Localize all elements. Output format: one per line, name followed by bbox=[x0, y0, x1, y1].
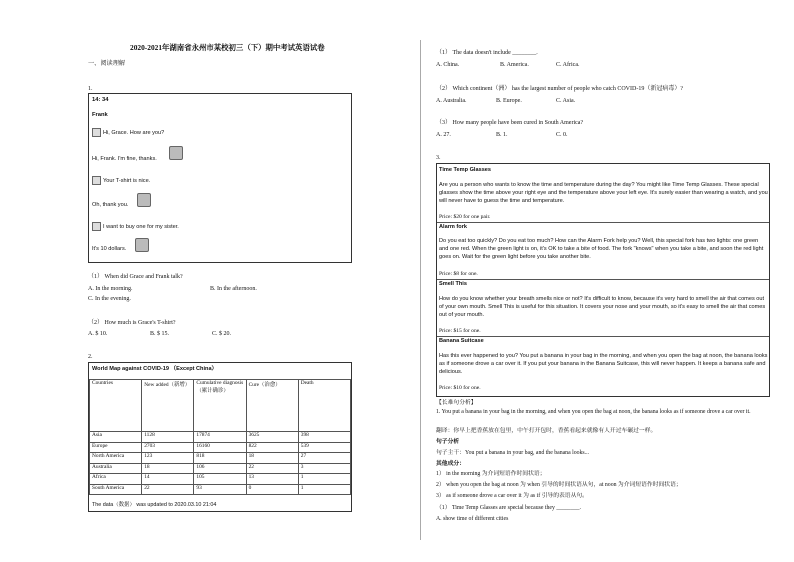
chat-line: Your T-shirt is nice. bbox=[103, 178, 151, 184]
table-row bbox=[90, 432, 351, 443]
table-header: Countries bbox=[90, 380, 142, 432]
question-number-3: 3. bbox=[436, 155, 441, 161]
table-cell: 818 bbox=[194, 453, 246, 464]
option-a: A. China. bbox=[436, 62, 460, 68]
product-price: Price: $8 for one. bbox=[439, 271, 478, 277]
product-description: Do you eat too quickly? Do you eat too much? How can the Alarm Fork help you? Well, this special fork has two lights: one green and one red. When the green light is on, it's OK to take a bite of food. The fork "knows" when you take a bite, and soon the red light goes on. Wait for the green light before you take another bite. bbox=[439, 238, 764, 260]
table-header: Cure（治愈） bbox=[246, 380, 298, 432]
option-c: C. Africa. bbox=[556, 62, 580, 68]
section-label: 一、阅读理解 bbox=[88, 60, 126, 67]
table-header: Death bbox=[298, 380, 350, 432]
table-cell: 106 bbox=[194, 463, 246, 474]
chat-line: I want to buy one for my sister. bbox=[103, 224, 179, 230]
analysis-line: 句子主干：You put a banana in your bag, and the banana looks... bbox=[436, 450, 590, 456]
avatar-icon bbox=[169, 146, 183, 160]
table-row bbox=[90, 453, 351, 464]
table-cell: 3 bbox=[298, 463, 350, 474]
table-row bbox=[90, 484, 351, 495]
table-cell: 18 bbox=[246, 453, 298, 464]
table-cell: 398 bbox=[298, 432, 350, 443]
question-number-1: 1. bbox=[88, 86, 93, 92]
table-cell: North America bbox=[90, 453, 142, 464]
table-header-row bbox=[90, 380, 351, 432]
table-cell: 3625 bbox=[246, 432, 298, 443]
question-stem: （1） The data doesn't include ________. bbox=[436, 50, 538, 56]
divider bbox=[437, 279, 769, 280]
avatar-icon bbox=[92, 176, 101, 185]
analysis-heading: 【长难句分析】 bbox=[436, 400, 477, 406]
option-a: A. show time of different cities bbox=[436, 516, 509, 522]
analysis-label: 句子分析 bbox=[436, 439, 460, 445]
option-c: C. Asia. bbox=[556, 98, 576, 104]
product-price: Price: $10 for one. bbox=[439, 385, 481, 391]
avatar-icon bbox=[135, 238, 149, 252]
product-price: Price: $15 for one. bbox=[439, 328, 481, 334]
table-cell: 539 bbox=[298, 442, 350, 453]
product-description: Has this ever happened to you? You put a banana in your bag in the morning, and when you open the bag at noon, the banana looks as if someone drove a car over it. If you put your banana in the Banana Suitcase, this will never happen. It keeps a banana safe and delicious. bbox=[439, 353, 768, 375]
option-c: C. In the evening. bbox=[88, 296, 131, 302]
table-cell: 22 bbox=[142, 484, 194, 495]
product-description: Are you a person who wants to know the time and temperature during the day? You might like Time Temp Glasses. These special glasses show the time above your right eye and the temperature above your left eye. It's surely easier than wearing a watch, and you will never have to guess the time and temperature. bbox=[439, 182, 768, 204]
analysis-line: 1） in the morning 为介词短语作时间状语； bbox=[436, 471, 546, 477]
divider bbox=[437, 222, 769, 223]
page-title: 2020-2021年湖南省永州市某校初三（下）期中考试英语试卷 bbox=[130, 43, 325, 52]
table-cell: 27 bbox=[298, 453, 350, 464]
column-divider bbox=[420, 40, 421, 540]
avatar-icon bbox=[92, 128, 101, 137]
table-row bbox=[90, 463, 351, 474]
chat-line: It's 10 dollars. bbox=[92, 246, 127, 252]
option-b: B. Europe. bbox=[496, 98, 522, 104]
table-cell: 822 bbox=[246, 442, 298, 453]
analysis-translation: 翻译：你早上把香蕉放在包里，中午打开包时，香蕉看起来就像有人开过车碾过一样。 bbox=[436, 428, 657, 434]
product-title: Banana Suitcase bbox=[439, 338, 484, 344]
question-number-2: 2. bbox=[88, 354, 93, 360]
table-cell: 1128 bbox=[142, 432, 194, 443]
table-header: Cumulative diagnosis（累计确诊） bbox=[194, 380, 246, 432]
option-b: B. In the afternoon. bbox=[210, 286, 257, 292]
divider bbox=[437, 336, 769, 337]
table-cell: 16160 bbox=[194, 442, 246, 453]
table-cell: 22 bbox=[246, 463, 298, 474]
table-cell: 14 bbox=[142, 474, 194, 485]
table-cell: Europe bbox=[90, 442, 142, 453]
question-stem: （2） How much is Grace's T-shirt? bbox=[88, 320, 176, 326]
product-title: Time Temp Glasses bbox=[439, 167, 492, 173]
question-stem: （1） When did Grace and Frank talk? bbox=[88, 274, 183, 280]
table-title: World Map against COVID-19 （Except China） bbox=[92, 366, 218, 372]
table-cell: 2703 bbox=[142, 442, 194, 453]
product-description: How do you know whether your breath smells nice or not? It's difficult to know, because it's very hard to smell the air that comes out of your own mouth. Smell This is useful for this situation. It covers your nose and your mouth, so it's easy to smell the air that comes out of your mouth. bbox=[439, 296, 766, 318]
avatar-icon bbox=[137, 193, 151, 207]
chat-line: Hi, Grace. How are you? bbox=[103, 130, 165, 136]
table-footer: The data（数据） was updated to 2020.03.10 21:04 bbox=[92, 502, 217, 508]
analysis-line: 3） as if someone drove a car over it 为 as if 引导的表语从句。 bbox=[436, 493, 588, 499]
table-cell: 13 bbox=[246, 474, 298, 485]
analysis-label: 其他成分： bbox=[436, 461, 465, 467]
analysis-line: 2） when you open the bag at noon 为 when 引导的时间状语从句，at noon 为介词短语作时间状语； bbox=[436, 482, 682, 488]
question-stem: （1） Time Temp Glasses are special because they ________. bbox=[436, 505, 581, 511]
table-cell: 1 bbox=[298, 474, 350, 485]
option-c: C. 0. bbox=[556, 132, 568, 138]
option-a: A. $ 10. bbox=[88, 331, 108, 337]
option-b: B. America. bbox=[500, 62, 529, 68]
table-cell: 18 bbox=[142, 463, 194, 474]
table-cell: 0 bbox=[246, 484, 298, 495]
table-cell: South America bbox=[90, 484, 142, 495]
table-row bbox=[90, 442, 351, 453]
table-cell: Asia bbox=[90, 432, 142, 443]
chat-line: Oh, thank you. bbox=[92, 202, 129, 208]
option-b: B. $ 15. bbox=[150, 331, 170, 337]
chat-time: 14: 34 bbox=[92, 97, 109, 103]
question-stem: （2） Which continent（洲） has the largest number of people who catch COVID-19（新冠病毒）? bbox=[436, 86, 684, 92]
table-row bbox=[90, 474, 351, 485]
table-cell: 17874 bbox=[194, 432, 246, 443]
table-cell: 123 bbox=[142, 453, 194, 464]
table-cell: Africa bbox=[90, 474, 142, 485]
question-stem: （3） How many people have been cured in South America? bbox=[436, 120, 584, 126]
product-title: Smell This bbox=[439, 281, 467, 287]
option-b: B. 1. bbox=[496, 132, 508, 138]
products-box bbox=[436, 163, 770, 397]
table-cell: 1 bbox=[298, 484, 350, 495]
option-c: C. $ 20. bbox=[212, 331, 232, 337]
chat-line: Hi, Frank. I'm fine, thanks. bbox=[92, 156, 157, 162]
covid-table-box bbox=[88, 362, 352, 512]
covid-table bbox=[89, 379, 351, 495]
avatar-icon bbox=[92, 222, 101, 231]
table-header: New added（新增） bbox=[142, 380, 194, 432]
table-cell: Australia bbox=[90, 463, 142, 474]
option-a: A. In the morning. bbox=[88, 286, 133, 292]
analysis-sentence: 1. You put a banana in your bag in the morning, and when you open the bag at noon, the banana looks as if someone drove a car over it. bbox=[436, 409, 751, 415]
option-a: A. Australia. bbox=[436, 98, 467, 104]
product-price: Price: $20 for one pair. bbox=[439, 214, 491, 220]
table-cell: 105 bbox=[194, 474, 246, 485]
table-cell: 93 bbox=[194, 484, 246, 495]
product-title: Alarm fork bbox=[439, 224, 467, 230]
chat-name: Frank bbox=[92, 112, 108, 118]
chat-box bbox=[88, 93, 352, 263]
option-a: A. 27. bbox=[436, 132, 451, 138]
